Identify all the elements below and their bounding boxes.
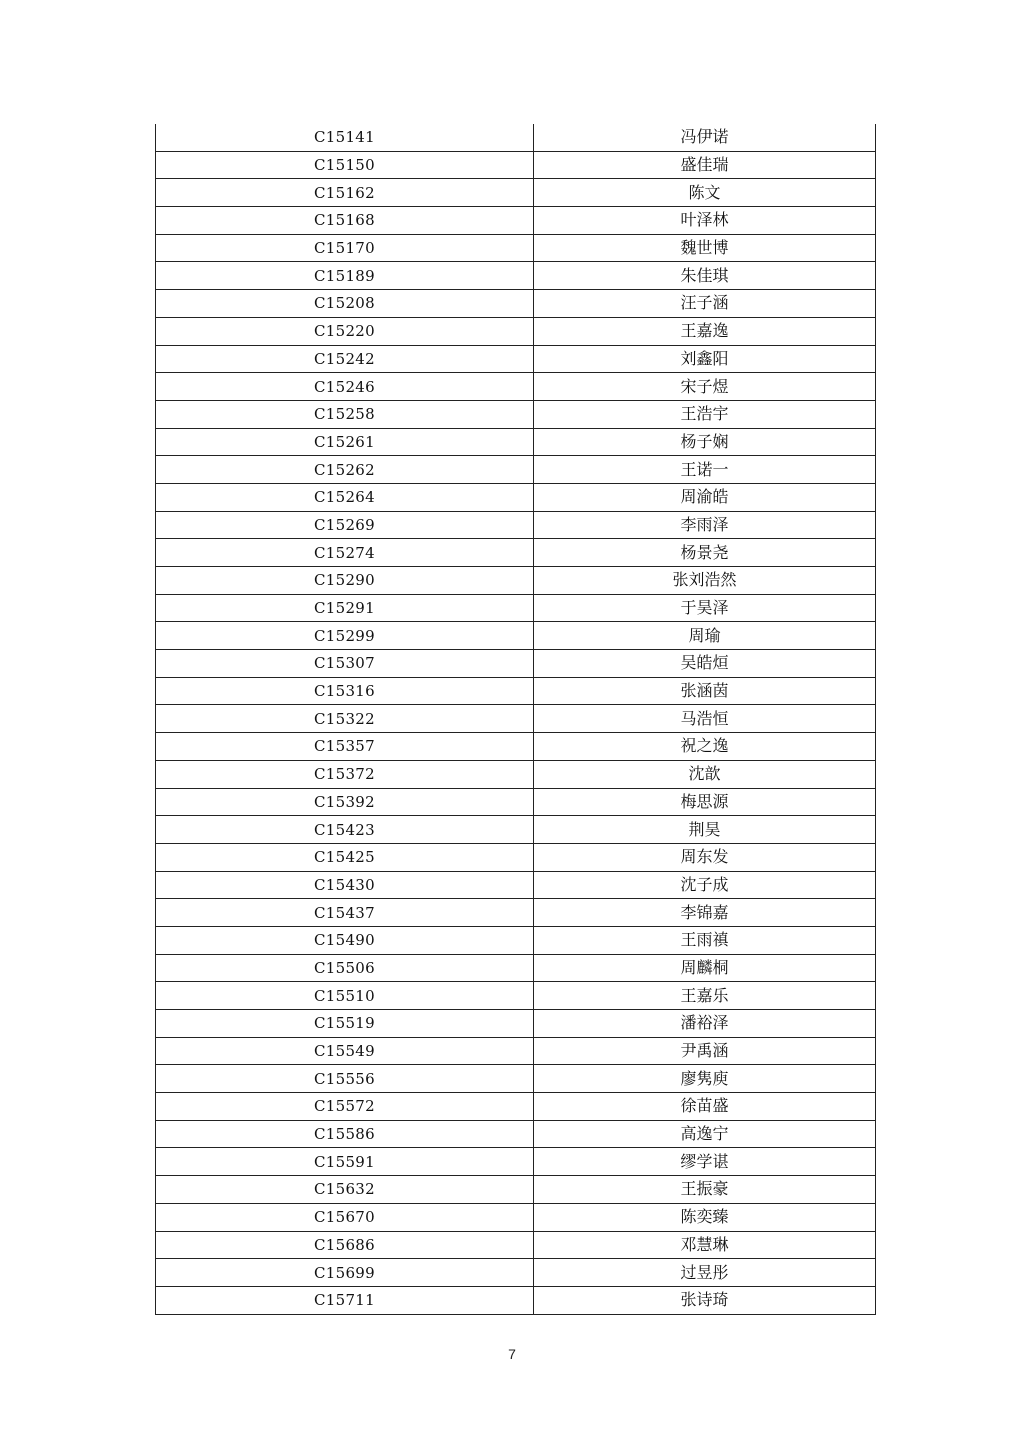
student-name-cell: 邓慧琳 [534, 1231, 876, 1259]
student-name-cell: 缪学谌 [534, 1148, 876, 1176]
student-name-cell: 张涵茵 [534, 677, 876, 705]
table-row [156, 677, 876, 705]
student-id-cell: C15307 [156, 650, 534, 678]
student-id-cell: C15274 [156, 539, 534, 567]
student-id-cell: C15322 [156, 705, 534, 733]
student-id-cell: C15556 [156, 1065, 534, 1093]
student-id-cell: C15299 [156, 622, 534, 650]
student-name-cell: 周麟桐 [534, 954, 876, 982]
student-id-cell: C15162 [156, 179, 534, 207]
student-name-cell: 陈奕臻 [534, 1203, 876, 1231]
table-row [156, 843, 876, 871]
table-row [156, 788, 876, 816]
table-row [156, 899, 876, 927]
student-name-cell: 祝之逸 [534, 733, 876, 761]
table-row [156, 1037, 876, 1065]
roster-table [155, 124, 876, 1315]
table-row [156, 1286, 876, 1314]
student-name-cell: 李锦嘉 [534, 899, 876, 927]
student-name-cell: 汪子涵 [534, 290, 876, 318]
student-name-cell: 周东发 [534, 843, 876, 871]
student-name-cell: 刘鑫阳 [534, 345, 876, 373]
student-name-cell: 王诺一 [534, 456, 876, 484]
table-row [156, 733, 876, 761]
roster-table-body [156, 124, 876, 1314]
table-row [156, 151, 876, 179]
student-id-cell: C15141 [156, 124, 534, 151]
table-row [156, 760, 876, 788]
student-id-cell: C15392 [156, 788, 534, 816]
student-name-cell: 廖隽庾 [534, 1065, 876, 1093]
student-id-cell: C15316 [156, 677, 534, 705]
table-row [156, 373, 876, 401]
page-number: 7 [508, 1346, 516, 1362]
table-row [156, 1203, 876, 1231]
student-name-cell: 荆昊 [534, 816, 876, 844]
student-id-cell: C15510 [156, 982, 534, 1010]
student-id-cell: C15519 [156, 1010, 534, 1038]
student-id-cell: C15242 [156, 345, 534, 373]
table-row [156, 428, 876, 456]
student-id-cell: C15506 [156, 954, 534, 982]
student-name-cell: 张刘浩然 [534, 567, 876, 595]
table-row [156, 456, 876, 484]
student-name-cell: 朱佳琪 [534, 262, 876, 290]
student-id-cell: C15686 [156, 1231, 534, 1259]
student-id-cell: C15262 [156, 456, 534, 484]
student-name-cell: 王雨禛 [534, 926, 876, 954]
table-row [156, 234, 876, 262]
student-name-cell: 吴皓烜 [534, 650, 876, 678]
student-name-cell: 陈文 [534, 179, 876, 207]
table-row [156, 1093, 876, 1121]
student-id-cell: C15586 [156, 1120, 534, 1148]
table-row [156, 290, 876, 318]
student-id-cell: C15264 [156, 483, 534, 511]
table-row [156, 483, 876, 511]
student-id-cell: C15189 [156, 262, 534, 290]
table-row [156, 400, 876, 428]
student-id-cell: C15357 [156, 733, 534, 761]
student-name-cell: 过昱彤 [534, 1259, 876, 1287]
table-row [156, 1148, 876, 1176]
table-row [156, 871, 876, 899]
student-id-cell: C15291 [156, 594, 534, 622]
student-id-cell: C15258 [156, 400, 534, 428]
table-row [156, 124, 876, 151]
table-row [156, 511, 876, 539]
table-row [156, 594, 876, 622]
student-id-cell: C15670 [156, 1203, 534, 1231]
student-id-cell: C15269 [156, 511, 534, 539]
table-row [156, 650, 876, 678]
table-row [156, 567, 876, 595]
table-row [156, 539, 876, 567]
student-name-cell: 魏世博 [534, 234, 876, 262]
student-id-cell: C15246 [156, 373, 534, 401]
table-row [156, 262, 876, 290]
student-name-cell: 沈子成 [534, 871, 876, 899]
student-id-cell: C15437 [156, 899, 534, 927]
table-row [156, 1259, 876, 1287]
student-id-cell: C15208 [156, 290, 534, 318]
table-row [156, 1176, 876, 1204]
student-name-cell: 王振豪 [534, 1176, 876, 1204]
student-name-cell: 马浩恒 [534, 705, 876, 733]
student-name-cell: 张诗琦 [534, 1286, 876, 1314]
student-name-cell: 于昊泽 [534, 594, 876, 622]
student-name-cell: 尹禹涵 [534, 1037, 876, 1065]
student-name-cell: 高逸宁 [534, 1120, 876, 1148]
student-name-cell: 王嘉乐 [534, 982, 876, 1010]
student-name-cell: 徐苗盛 [534, 1093, 876, 1121]
student-name-cell: 周渝皓 [534, 483, 876, 511]
table-row [156, 816, 876, 844]
table-row [156, 1010, 876, 1038]
table-row [156, 705, 876, 733]
student-id-cell: C15591 [156, 1148, 534, 1176]
student-name-cell: 王浩宇 [534, 400, 876, 428]
student-id-cell: C15699 [156, 1259, 534, 1287]
student-id-cell: C15372 [156, 760, 534, 788]
student-id-cell: C15150 [156, 151, 534, 179]
table-row [156, 207, 876, 235]
table-row [156, 622, 876, 650]
student-name-cell: 盛佳瑞 [534, 151, 876, 179]
student-name-cell: 李雨泽 [534, 511, 876, 539]
table-row [156, 926, 876, 954]
student-name-cell: 宋子煜 [534, 373, 876, 401]
table-row [156, 954, 876, 982]
student-id-cell: C15290 [156, 567, 534, 595]
table-row [156, 1120, 876, 1148]
student-id-cell: C15430 [156, 871, 534, 899]
table-row [156, 1065, 876, 1093]
student-id-cell: C15711 [156, 1286, 534, 1314]
student-id-cell: C15549 [156, 1037, 534, 1065]
student-name-cell: 潘裕泽 [534, 1010, 876, 1038]
table-row [156, 317, 876, 345]
student-id-cell: C15490 [156, 926, 534, 954]
table-row [156, 982, 876, 1010]
student-id-cell: C15572 [156, 1093, 534, 1121]
student-id-cell: C15220 [156, 317, 534, 345]
table-row [156, 1231, 876, 1259]
student-id-cell: C15168 [156, 207, 534, 235]
student-id-cell: C15425 [156, 843, 534, 871]
student-name-cell: 叶泽林 [534, 207, 876, 235]
student-id-cell: C15261 [156, 428, 534, 456]
student-name-cell: 周瑜 [534, 622, 876, 650]
table-row [156, 345, 876, 373]
table-row [156, 179, 876, 207]
student-name-cell: 冯伊诺 [534, 124, 876, 151]
student-id-cell: C15423 [156, 816, 534, 844]
student-name-cell: 杨子娴 [534, 428, 876, 456]
student-id-cell: C15632 [156, 1176, 534, 1204]
student-id-cell: C15170 [156, 234, 534, 262]
student-name-cell: 沈歆 [534, 760, 876, 788]
student-name-cell: 王嘉逸 [534, 317, 876, 345]
student-name-cell: 梅思源 [534, 788, 876, 816]
student-name-cell: 杨景尧 [534, 539, 876, 567]
